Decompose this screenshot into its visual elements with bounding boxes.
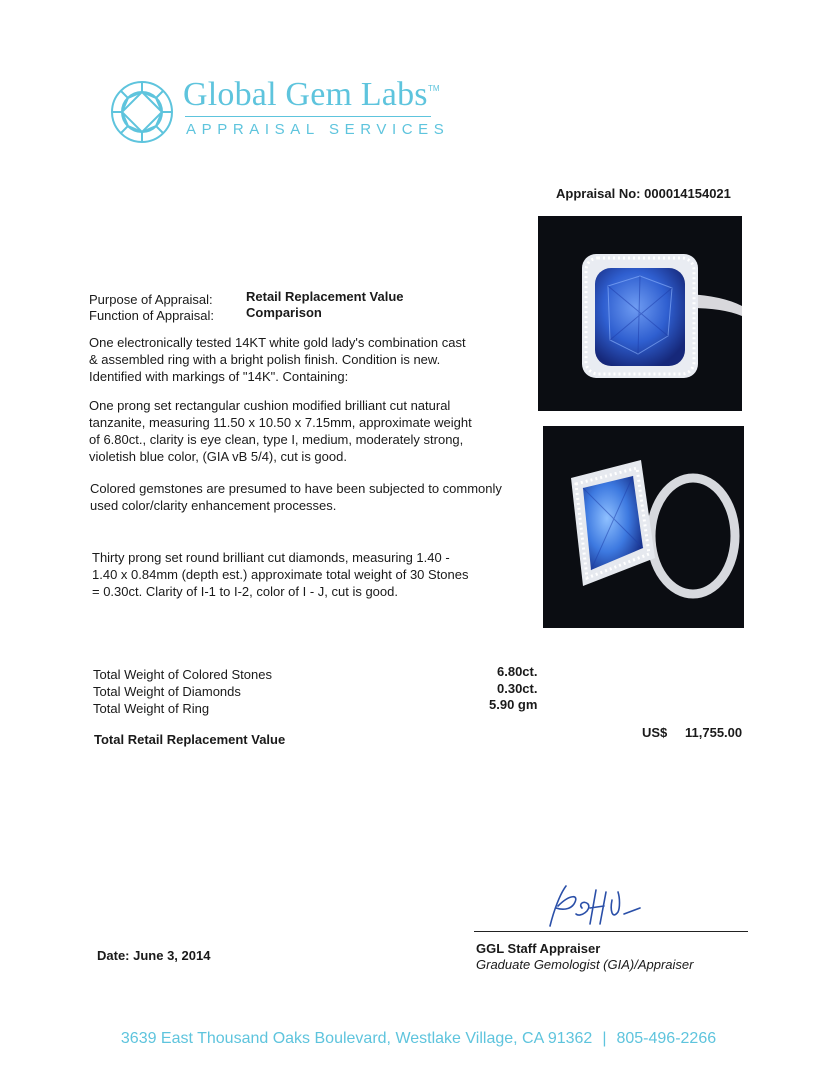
footer-phone: 805-496-2266 [616, 1030, 717, 1047]
diamond-outline-icon [110, 80, 174, 144]
signature-line [474, 931, 748, 932]
footer-address: 3639 East Thousand Oaks Boulevard, Westlake Village, CA 91362 [120, 1030, 593, 1047]
appraisal-number: Appraisal No: 000014154021 [556, 186, 731, 201]
brand-divider [185, 116, 431, 117]
appraiser-signature [540, 880, 660, 930]
diamond-description [92, 549, 522, 600]
text-line: Identified with markings of "14K". Containing: [89, 369, 349, 384]
ring-photo-front [538, 216, 742, 411]
appraiser-credentials: Graduate Gemologist (GIA)/Appraiser [476, 957, 694, 972]
replacement-value-label: Total Retail Replacement Value [94, 732, 286, 747]
text-line: Thirty prong set round brilliant cut diamonds, measuring 1.40 - [92, 550, 450, 565]
diamonds-weight-label: Total Weight of Diamonds [93, 684, 241, 699]
replacement-value-currency: US$ [642, 725, 668, 740]
brand-name: Global Gem Labs [183, 76, 428, 113]
text-line: = 0.30ct. Clarity of I-1 to I-2, color of I - J, cut is good. [92, 584, 398, 599]
brand-subtitle: APPRAISAL SERVICES [186, 121, 450, 138]
text-line: tanzanite, measuring 11.50 x 10.50 x 7.15mm, approximate weight [89, 415, 472, 430]
footer-contact [0, 1030, 837, 1048]
footer-separator: | [602, 1030, 607, 1047]
text-line: violetish blue color, (GIA vB 5/4), cut is good. [89, 449, 347, 464]
diamonds-weight-value: 0.30ct. [497, 681, 538, 696]
replacement-value-amount: 11,755.00 [685, 725, 743, 740]
tanzanite-description [89, 397, 519, 465]
ring-photo-angle [543, 426, 744, 628]
purpose-value: Retail Replacement Value [246, 289, 404, 304]
appraiser-title: GGL Staff Appraiser [476, 941, 601, 956]
enhancement-notice [90, 480, 520, 514]
colored-stones-weight-value: 6.80ct. [497, 664, 538, 679]
ring-description [89, 334, 519, 385]
text-line: Colored gemstones are presumed to have been subjected to commonly [90, 481, 502, 496]
function-value: Comparison [246, 305, 322, 320]
text-line: One prong set rectangular cushion modified brilliant cut natural [89, 398, 451, 413]
text-line: of 6.80ct., clarity is eye clean, type I, medium, moderately strong, [89, 432, 464, 447]
text-line: 1.40 x 0.84mm (depth est.) approximate total weight of 30 Stones [92, 567, 469, 582]
purpose-label: Purpose of Appraisal: [89, 292, 213, 307]
appraisal-date: Date: June 3, 2014 [97, 948, 211, 963]
brand-trademark: TM [428, 84, 440, 93]
ring-weight-label: Total Weight of Ring [93, 701, 210, 716]
text-line: & assembled ring with a bright polish finish. Condition is new. [89, 352, 441, 367]
text-line: used color/clarity enhancement processes. [90, 498, 337, 513]
text-line: One electronically tested 14KT white gold lady's combination cast [89, 335, 466, 350]
colored-stones-weight-label: Total Weight of Colored Stones [93, 667, 272, 682]
ring-weight-value: 5.90 gm [489, 697, 538, 712]
function-label: Function of Appraisal: [89, 308, 215, 323]
